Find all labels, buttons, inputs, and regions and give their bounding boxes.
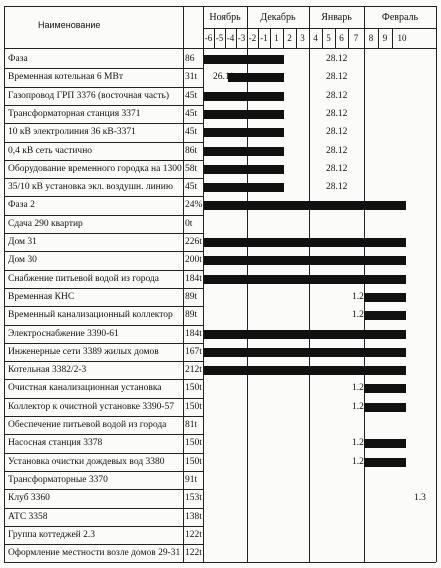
milestone-date-label: 28.12 [326,54,348,64]
task-name: Дом 30 [8,255,37,265]
task-duration: 45t [185,127,198,137]
row-separator [4,68,203,69]
task-duration: 150t [185,457,202,467]
week-label: 2 [287,33,292,43]
task-duration: 184t [185,329,202,339]
task-name: Коллектор к очистной установке 3390-57 [8,402,174,412]
row-separator [4,526,203,527]
milestone-date-label: 28.12 [326,127,348,137]
task-duration: 0t [185,219,193,229]
header-bottom [4,48,436,49]
month-label: Декабрь [260,12,296,23]
task-name: Фаза [8,54,28,64]
task-name: 35/10 кВ установка экл. воздушн. линию [8,182,173,192]
week-label: -3 [237,33,246,43]
task-bar [204,55,284,64]
row-separator [4,453,203,454]
task-duration: 226t [185,237,202,247]
milestone-date-label: 28.12 [326,164,348,174]
task-bar [204,147,284,156]
milestone-date-label: 1.2 [352,310,364,320]
row-separator [4,434,203,435]
task-bar [204,110,284,119]
week-label: 5 [326,33,331,43]
task-duration: 89t [185,292,198,302]
milestone-date-label: 1.2 [352,402,364,412]
row-separator [4,343,203,344]
task-duration: 45t [185,91,198,101]
task-duration: 81t [185,420,198,430]
row-separator [4,416,203,417]
week-label: -2 [248,33,257,43]
month-boundary [309,6,310,562]
task-name: 10 кВ электролиния 36 кВ-3371 [8,127,136,137]
task-bar [204,256,406,265]
row-separator [4,178,203,179]
task-duration: 153t [185,493,202,503]
task-name: АТС 3358 [8,512,48,522]
task-duration: 212t [185,365,202,375]
milestone-date-label: 28.12 [326,146,348,156]
row-separator [4,471,203,472]
row-separator [4,325,203,326]
task-name: Временный канализационный коллектор [8,310,173,320]
task-bar [228,73,284,82]
week-label: 4 [313,33,318,43]
month-boundary [364,6,365,562]
task-name: Электроснабжение 3390-61 [8,329,119,339]
row-separator [4,562,203,563]
month-label: Февраль [381,12,419,23]
month-boundary [247,6,248,562]
milestone-date-label: 28.12 [326,109,348,119]
task-name: Обеспечение питьевой водой из города [8,420,167,430]
task-duration: 89t [185,310,198,320]
task-duration: 150t [185,438,202,448]
row-separator [4,196,203,197]
milestone-date-label: 1.2 [352,438,364,448]
task-duration: 91t [185,475,198,485]
task-bar [204,366,406,375]
task-bar [204,275,406,284]
row-separator [4,288,203,289]
task-name: Фаза 2 [8,200,35,210]
task-name: Оформление местности возле домов 29-31 [8,548,181,558]
task-name: Насосная станция 3378 [8,438,103,448]
row-separator [4,379,203,380]
task-bar [364,384,406,393]
task-name: Временная КНС [8,292,75,302]
row-separator [4,142,203,143]
task-name: Трансформаторная станция 3371 [8,109,141,119]
task-name: Трансформаторные 3370 [8,475,108,485]
row-separator [4,123,203,124]
week-label: 8 [368,33,374,43]
frame-left [4,6,5,562]
task-duration: 31t [185,72,198,82]
month-label: Ноябрь [209,12,241,23]
task-duration: 122t [185,530,202,540]
task-name: Котельная 3382/2-3 [8,365,87,375]
task-name: Оборудование временного городка на 1300 [8,164,182,174]
row-separator [4,270,203,271]
week-label: -4 [226,33,235,43]
task-duration: 58t [185,164,198,174]
row-separator [4,160,203,161]
week-label: 3 [300,33,305,43]
task-bar [204,92,284,101]
milestone-date-label: 28.12 [326,91,348,101]
task-bar [364,458,406,467]
task-name: 0,4 кВ сеть частично [8,146,93,156]
task-name: Снабжение питьевой водой из города [8,274,159,284]
task-bar [364,311,406,320]
task-duration: 45t [185,182,198,192]
milestone-date-label: 28.12 [326,72,348,82]
task-bar [364,293,406,302]
week-label: 7 [353,33,359,43]
task-name: Газопровод ГРП 3376 (восточная часть) [8,91,169,101]
row-separator [4,508,203,509]
row-separator [4,544,203,545]
row-separator [4,251,203,252]
task-duration: 150t [185,383,202,393]
task-bar [204,183,284,192]
week-label: -6 [204,33,213,43]
milestone-date-label: 1.2 [352,292,364,302]
milestone-date-label: 28.12 [326,182,348,192]
name-column-divider [183,6,184,562]
frame-right [436,6,437,562]
task-name: Очистная канализационная установка [8,383,162,393]
task-bar [204,348,406,357]
task-name: Инженерные сети 3389 жилых домов [8,347,159,357]
month-label: Январь [321,12,352,23]
task-bar [204,330,406,339]
row-separator [4,361,203,362]
row-separator [4,489,203,490]
task-duration: 86 [185,54,195,64]
task-duration: 86t [185,146,198,156]
week-label: 1 [274,33,279,43]
task-name: Установка очистки дождевых вод 3380 [8,457,165,467]
task-bar [204,128,284,137]
row-separator [4,233,203,234]
row-separator [4,215,203,216]
task-duration: 122t [185,548,202,558]
task-name: Сдача 290 квартир [8,219,83,229]
week-label: 10 [397,33,407,43]
task-duration: 45t [185,109,198,119]
task-duration: 138t [185,512,202,522]
task-name: Клуб 3360 [8,493,50,503]
task-bar [364,403,406,412]
task-duration: 200t [185,255,202,265]
task-bar [364,439,406,448]
week-label: 6 [339,33,344,43]
header-name-label: Наименование [38,20,101,30]
month-divider [203,28,436,29]
frame-top [4,6,436,7]
duration-column-divider [203,6,204,562]
task-bar [204,201,406,210]
week-label: -1 [260,33,268,43]
task-duration: 167t [185,347,202,357]
task-duration: 184t [185,274,202,284]
row-separator [4,87,203,88]
milestone-date-label: 1.2 [352,457,364,467]
week-label: 9 [382,33,388,43]
task-duration: 150t [185,402,202,412]
task-name: Дом 31 [8,237,37,247]
task-duration: 24% [185,200,203,210]
row-separator [4,105,203,106]
task-name: Группа коттеджей 2.3 [8,530,96,540]
task-bar [204,238,406,247]
start-date-label: 26.11 [213,72,235,82]
row-separator [4,306,203,307]
task-name: Временная котельная 6 МВт [8,72,123,82]
task-bar [204,165,284,174]
row-separator [4,398,203,399]
week-label: -5 [215,33,224,43]
milestone-date-label: 1.3 [414,493,426,503]
milestone-date-label: 1.2 [352,383,364,393]
